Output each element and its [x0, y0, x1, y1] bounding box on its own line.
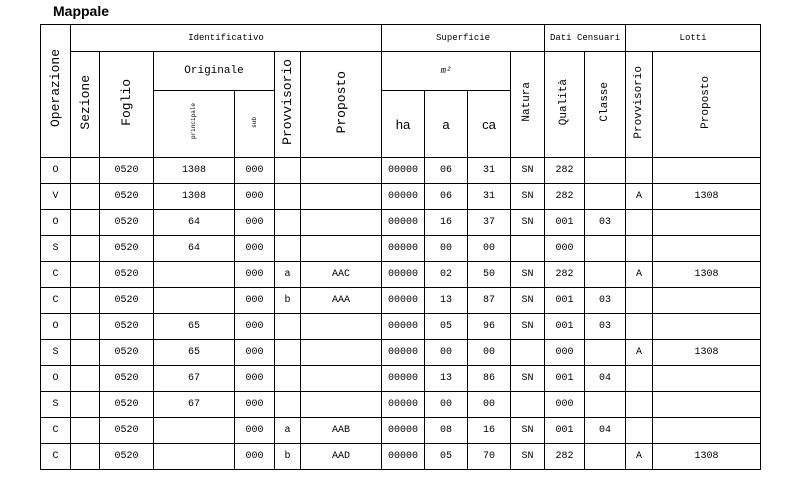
cell-classe: 03 — [585, 288, 626, 314]
table-row — [41, 262, 761, 288]
cell-operazione: C — [41, 418, 71, 444]
cell-lotti-proposto — [653, 418, 761, 444]
cell-classe — [585, 392, 626, 418]
cell-principale: 65 — [154, 314, 235, 340]
cell-lotti-provvisorio — [626, 392, 653, 418]
cell-a: 05 — [425, 444, 468, 470]
cell-natura: SN — [511, 158, 545, 184]
header-ca: ca — [468, 91, 511, 158]
cell-a: 08 — [425, 418, 468, 444]
cell-qualita: 000 — [545, 236, 585, 262]
cell-principale: 67 — [154, 392, 235, 418]
cell-lotti-proposto — [653, 158, 761, 184]
cell-qualita: 001 — [545, 366, 585, 392]
cell-natura — [511, 392, 545, 418]
cell-classe — [585, 236, 626, 262]
cell-a: 16 — [425, 210, 468, 236]
cell-foglio: 0520 — [100, 444, 154, 470]
cell-sub: 000 — [235, 236, 275, 262]
cell-lotti-provvisorio — [626, 314, 653, 340]
cell-lotti-provvisorio — [626, 236, 653, 262]
cell-qualita: 282 — [545, 444, 585, 470]
header-originale: Originale — [154, 52, 275, 91]
cell-ha: 00000 — [382, 340, 425, 366]
cell-proposto: AAD — [301, 444, 382, 470]
cell-foglio: 0520 — [100, 314, 154, 340]
cell-natura: SN — [511, 366, 545, 392]
mappale-table — [40, 24, 761, 470]
cell-provvisorio — [275, 210, 301, 236]
cell-natura — [511, 236, 545, 262]
header-classe: Classe — [585, 52, 626, 158]
cell-lotti-provvisorio: A — [626, 444, 653, 470]
cell-operazione: S — [41, 340, 71, 366]
cell-principale — [154, 262, 235, 288]
cell-sub: 000 — [235, 210, 275, 236]
header-dati-censuari: Dati Censuari — [545, 25, 626, 52]
cell-lotti-proposto — [653, 288, 761, 314]
cell-lotti-proposto — [653, 236, 761, 262]
cell-sezione — [71, 314, 100, 340]
cell-provvisorio — [275, 158, 301, 184]
header-a: a — [425, 91, 468, 158]
cell-provvisorio: a — [275, 262, 301, 288]
cell-lotti-proposto: 1308 — [653, 444, 761, 470]
table-row — [41, 236, 761, 262]
header-provvisorio: Provvisorio — [275, 52, 301, 158]
cell-lotti-proposto: 1308 — [653, 340, 761, 366]
cell-lotti-provvisorio — [626, 158, 653, 184]
cell-provvisorio — [275, 366, 301, 392]
cell-sub: 000 — [235, 418, 275, 444]
cell-operazione: C — [41, 288, 71, 314]
cell-a: 02 — [425, 262, 468, 288]
cell-ca: 16 — [468, 418, 511, 444]
cell-operazione: S — [41, 392, 71, 418]
header-sub: sub — [235, 91, 275, 158]
cell-sub: 000 — [235, 184, 275, 210]
header-superficie: Superficie — [382, 25, 545, 52]
cell-operazione: S — [41, 236, 71, 262]
cell-sezione — [71, 158, 100, 184]
cell-ha: 00000 — [382, 210, 425, 236]
cell-lotti-proposto — [653, 366, 761, 392]
header-sezione: Sezione — [71, 52, 100, 158]
cell-operazione: C — [41, 262, 71, 288]
cell-lotti-provvisorio: A — [626, 340, 653, 366]
header-lotti-proposto: Proposto — [653, 52, 761, 158]
cell-sezione — [71, 392, 100, 418]
header-foglio: Foglio — [100, 52, 154, 158]
cell-operazione: O — [41, 314, 71, 340]
cell-ha: 00000 — [382, 184, 425, 210]
cell-a: 05 — [425, 314, 468, 340]
cell-foglio: 0520 — [100, 210, 154, 236]
cell-classe — [585, 444, 626, 470]
cell-natura — [511, 340, 545, 366]
cell-natura: SN — [511, 210, 545, 236]
cell-a: 00 — [425, 340, 468, 366]
cell-qualita: 001 — [545, 288, 585, 314]
cell-principale — [154, 418, 235, 444]
cell-provvisorio: b — [275, 288, 301, 314]
table-row — [41, 314, 761, 340]
cell-sezione — [71, 444, 100, 470]
cell-foglio: 0520 — [100, 366, 154, 392]
cell-provvisorio — [275, 314, 301, 340]
cell-sub: 000 — [235, 288, 275, 314]
cell-provvisorio — [275, 236, 301, 262]
cell-qualita: 282 — [545, 262, 585, 288]
cell-qualita: 282 — [545, 158, 585, 184]
cell-ca: 31 — [468, 158, 511, 184]
cell-ha: 00000 — [382, 418, 425, 444]
cell-a: 06 — [425, 158, 468, 184]
page-title: Mappale — [53, 3, 110, 19]
cell-foglio: 0520 — [100, 184, 154, 210]
cell-principale — [154, 288, 235, 314]
cell-ha: 00000 — [382, 236, 425, 262]
cell-sezione — [71, 340, 100, 366]
cell-lotti-provvisorio — [626, 418, 653, 444]
cell-sub: 000 — [235, 262, 275, 288]
cell-a: 13 — [425, 366, 468, 392]
table-body — [41, 158, 761, 470]
cell-principale: 64 — [154, 236, 235, 262]
table-row — [41, 418, 761, 444]
header-ha: ha — [382, 91, 425, 158]
table-row — [41, 444, 761, 470]
cell-ha: 00000 — [382, 444, 425, 470]
cell-foglio: 0520 — [100, 340, 154, 366]
cell-ha: 00000 — [382, 366, 425, 392]
cell-provvisorio — [275, 184, 301, 210]
cell-provvisorio — [275, 340, 301, 366]
cell-sezione — [71, 210, 100, 236]
cell-operazione: V — [41, 184, 71, 210]
cell-provvisorio: a — [275, 418, 301, 444]
cell-qualita: 000 — [545, 392, 585, 418]
cell-provvisorio: b — [275, 444, 301, 470]
cell-foglio: 0520 — [100, 392, 154, 418]
header-identificativo: Identificativo — [71, 25, 382, 52]
table-row — [41, 288, 761, 314]
cell-provvisorio — [275, 392, 301, 418]
cell-qualita: 000 — [545, 340, 585, 366]
cell-principale: 65 — [154, 340, 235, 366]
cell-qualita: 001 — [545, 210, 585, 236]
cell-ca: 31 — [468, 184, 511, 210]
cell-classe: 04 — [585, 366, 626, 392]
cell-foglio: 0520 — [100, 418, 154, 444]
cell-principale — [154, 444, 235, 470]
cell-proposto — [301, 158, 382, 184]
cell-natura: SN — [511, 262, 545, 288]
cell-sub: 000 — [235, 366, 275, 392]
cell-proposto — [301, 210, 382, 236]
cell-lotti-proposto — [653, 314, 761, 340]
cell-ha: 00000 — [382, 288, 425, 314]
cell-ca: 37 — [468, 210, 511, 236]
table-row — [41, 158, 761, 184]
cell-foglio: 0520 — [100, 262, 154, 288]
cell-proposto — [301, 392, 382, 418]
cell-sub: 000 — [235, 444, 275, 470]
cell-ca: 70 — [468, 444, 511, 470]
cell-qualita: 282 — [545, 184, 585, 210]
cell-ca: 00 — [468, 236, 511, 262]
cell-classe: 03 — [585, 210, 626, 236]
cell-sezione — [71, 236, 100, 262]
cell-lotti-provvisorio — [626, 210, 653, 236]
cell-classe: 04 — [585, 418, 626, 444]
cell-ha: 00000 — [382, 314, 425, 340]
cell-qualita: 001 — [545, 418, 585, 444]
cell-classe: 03 — [585, 314, 626, 340]
cell-lotti-provvisorio — [626, 288, 653, 314]
cell-ca: 00 — [468, 340, 511, 366]
cell-ca: 96 — [468, 314, 511, 340]
cell-sezione — [71, 184, 100, 210]
header-lotti: Lotti — [626, 25, 761, 52]
cell-qualita: 001 — [545, 314, 585, 340]
cell-foglio: 0520 — [100, 288, 154, 314]
table-row — [41, 366, 761, 392]
cell-principale: 67 — [154, 366, 235, 392]
cell-proposto: AAB — [301, 418, 382, 444]
cell-ca: 87 — [468, 288, 511, 314]
header-qualita: Qualità — [545, 52, 585, 158]
cell-proposto: AAC — [301, 262, 382, 288]
cell-foglio: 0520 — [100, 158, 154, 184]
header-proposto: Proposto — [301, 52, 382, 158]
cell-natura: SN — [511, 184, 545, 210]
cell-proposto — [301, 366, 382, 392]
cell-sezione — [71, 288, 100, 314]
cell-ha: 00000 — [382, 158, 425, 184]
cell-ca: 86 — [468, 366, 511, 392]
header-natura: Natura — [511, 52, 545, 158]
cell-lotti-provvisorio: A — [626, 262, 653, 288]
cell-ca: 50 — [468, 262, 511, 288]
cell-ca: 00 — [468, 392, 511, 418]
cell-lotti-proposto: 1308 — [653, 262, 761, 288]
cell-proposto: AAA — [301, 288, 382, 314]
cell-ha: 00000 — [382, 392, 425, 418]
cell-natura: SN — [511, 288, 545, 314]
cell-sezione — [71, 366, 100, 392]
cell-lotti-proposto — [653, 210, 761, 236]
cell-proposto — [301, 184, 382, 210]
cell-lotti-proposto: 1308 — [653, 184, 761, 210]
cell-classe — [585, 340, 626, 366]
cell-operazione: O — [41, 158, 71, 184]
table-row — [41, 210, 761, 236]
table-row — [41, 184, 761, 210]
cell-classe — [585, 158, 626, 184]
cell-natura: SN — [511, 444, 545, 470]
cell-proposto — [301, 236, 382, 262]
cell-operazione: O — [41, 366, 71, 392]
cell-classe — [585, 184, 626, 210]
cell-principale: 1308 — [154, 158, 235, 184]
cell-sub: 000 — [235, 392, 275, 418]
header-m2: m² — [382, 52, 511, 91]
cell-operazione: O — [41, 210, 71, 236]
cell-sub: 000 — [235, 340, 275, 366]
cell-principale: 64 — [154, 210, 235, 236]
table-row — [41, 392, 761, 418]
cell-sezione — [71, 262, 100, 288]
cell-sub: 000 — [235, 314, 275, 340]
cell-a: 00 — [425, 236, 468, 262]
cell-a: 13 — [425, 288, 468, 314]
cell-lotti-proposto — [653, 392, 761, 418]
cell-natura: SN — [511, 418, 545, 444]
cell-foglio: 0520 — [100, 236, 154, 262]
table-row — [41, 340, 761, 366]
cell-operazione: C — [41, 444, 71, 470]
cell-proposto — [301, 314, 382, 340]
header-lotti-provvisorio: Provvisorio — [626, 52, 653, 158]
cell-sub: 000 — [235, 158, 275, 184]
cell-ha: 00000 — [382, 262, 425, 288]
cell-classe — [585, 262, 626, 288]
cell-proposto — [301, 340, 382, 366]
cell-natura: SN — [511, 314, 545, 340]
header-operazione: Operazione — [41, 25, 71, 158]
cell-principale: 1308 — [154, 184, 235, 210]
header-principale: principale — [154, 91, 235, 158]
cell-lotti-provvisorio — [626, 366, 653, 392]
cell-lotti-provvisorio: A — [626, 184, 653, 210]
cell-sezione — [71, 418, 100, 444]
cell-a: 00 — [425, 392, 468, 418]
cell-a: 06 — [425, 184, 468, 210]
